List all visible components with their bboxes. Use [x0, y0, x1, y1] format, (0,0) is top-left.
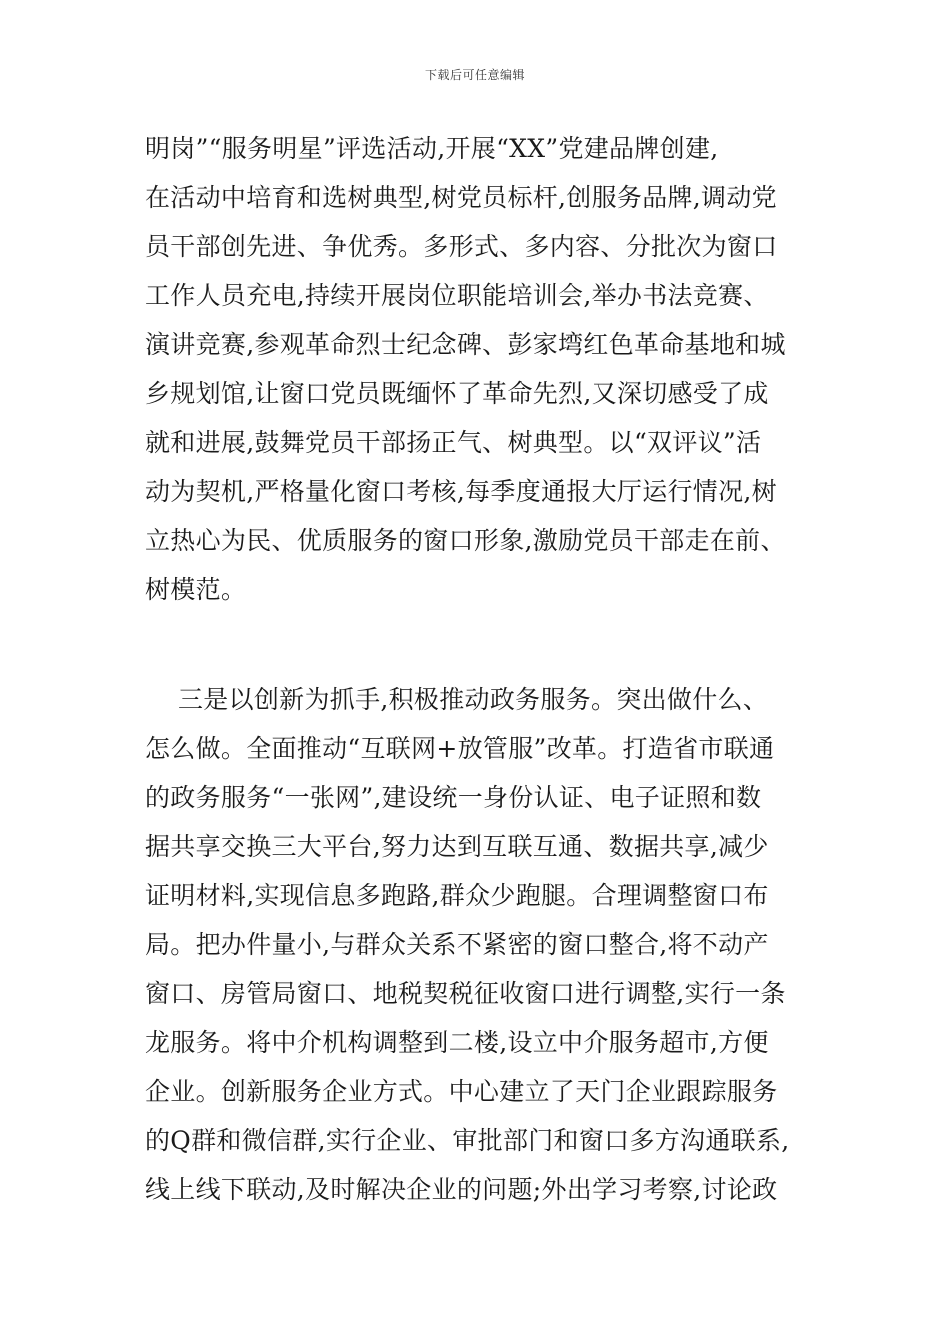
paragraph-1 [145, 124, 805, 614]
text-line: 的Q群和微信群,实行企业、审批部门和窗口多方沟通联系, [145, 1126, 790, 1155]
text-line: 窗口、房管局窗口、地税契税征收窗口进行调整,实行一条 [145, 979, 786, 1008]
text-line: 怎么做。全面推动“互联网+放管服”改革。打造省市联通 [145, 734, 775, 763]
text-line: 线上线下联动,及时解决企业的问题;外出学习考察,讨论政 [145, 1175, 778, 1204]
document-body [145, 124, 805, 1214]
text-line: 三是以创新为抓手,积极推动政务服务。突出做什么、 [145, 685, 769, 714]
text-line: 工作人员充电,持续开展岗位职能培训会,举办书法竞赛、 [145, 281, 769, 310]
text-line: 企业。创新服务企业方式。中心建立了天门企业跟踪服务 [145, 1077, 778, 1106]
text-line: 证明材料,实现信息多跑路,群众少跑腿。合理调整窗口布 [145, 881, 769, 910]
text-line: 的政务服务“一张网”,建设统一身份认证、电子证照和数 [145, 783, 762, 812]
text-line: 明岗”“服务明星”评选活动,开展“XX”党建品牌创建, [145, 134, 719, 163]
text-line: 局。把办件量小,与群众关系不紧密的窗口整合,将不动产 [145, 930, 769, 959]
text-line: 乡规划馆,让窗口党员既缅怀了革命先烈,又深切感受了成 [145, 379, 769, 408]
page-header: 下载后可任意编辑 [424, 68, 525, 82]
paragraph-2 [145, 675, 805, 1214]
text-line: 立热心为民、优质服务的窗口形象,激励党员干部走在前、 [145, 526, 786, 555]
text-line: 员干部创先进、争优秀。多形式、多内容、分批次为窗口 [145, 232, 778, 261]
text-line: 动为契机,严格量化窗口考核,每季度通报大厅运行情况,树 [145, 477, 777, 506]
text-line: 据共享交换三大平台,努力达到互联互通、数据共享,减少 [145, 832, 769, 861]
text-line: 树模范。 [145, 575, 247, 604]
paragraph-spacer [145, 614, 805, 675]
text-line: 在活动中培育和选树典型,树党员标杆,创服务品牌,调动党 [145, 183, 777, 212]
text-line: 龙服务。将中介机构调整到二楼,设立中介服务超市,方便 [145, 1028, 769, 1057]
text-line: 演讲竞赛,参观革命烈士纪念碑、彭家塆红色革命基地和城 [145, 330, 786, 359]
text-line: 就和进展,鼓舞党员干部扬正气、树典型。以“双评议”活 [145, 428, 762, 457]
